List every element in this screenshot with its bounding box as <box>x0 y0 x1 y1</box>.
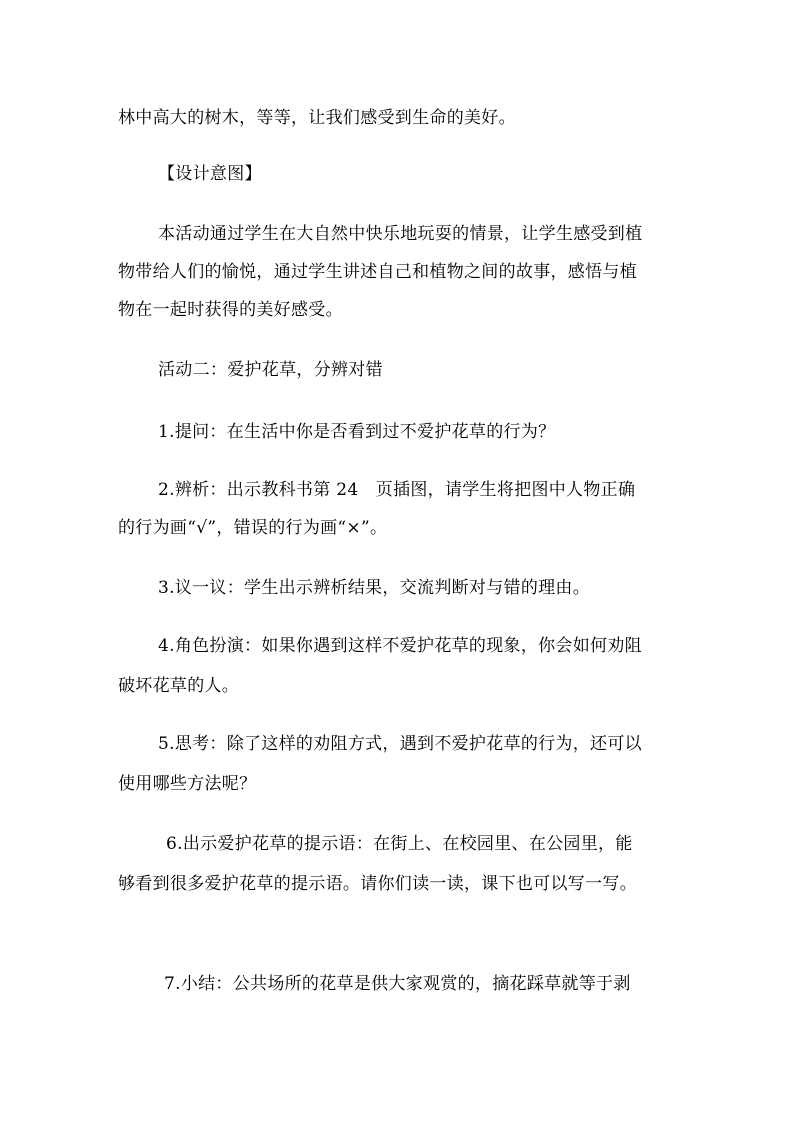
list-item: 4.角色扮演：如果你遇到这样不爱护花草的现象，你会如何劝阻 <box>158 636 642 656</box>
paragraph-line: 物带给人们的愉悦，通过学生讲述自己和植物之间的故事，感悟与植 <box>118 262 637 282</box>
activity-heading: 活动二：爱护花草，分辨对错 <box>158 360 383 380</box>
paragraph-line: 林中高大的树木，等等，让我们感受到生命的美好。 <box>118 108 516 128</box>
paragraph-line: 物在一起时获得的美好感受。 <box>118 300 343 320</box>
list-item-continuation: 使用哪些方法呢？ <box>118 774 257 794</box>
list-item: 5.思考：除了这样的劝阻方式，遇到不爱护花草的行为，还可以 <box>158 734 642 754</box>
list-item-continuation: 够看到很多爱护花草的提示语。请你们读一读，课下也可以写一写。 <box>118 874 637 894</box>
list-item: 1.提问：在生活中你是否看到过不爱护花草的行为？ <box>158 422 556 442</box>
section-heading: 【设计意图】 <box>158 164 262 184</box>
list-item-continuation: 破坏花草的人。 <box>118 676 240 696</box>
list-item: 6.出示爱护花草的提示语：在街上、在校园里、在公园里，能 <box>166 834 633 854</box>
list-item: 2.辨析：出示教科书第 24 页插图，请学生将把图中人物正确 <box>158 480 636 500</box>
list-item: 7.小结：公共场所的花草是供大家观赏的，摘花踩草就等于剥 <box>164 974 631 994</box>
paragraph-line: 本活动通过学生在大自然中快乐地玩耍的情景，让学生感受到植 <box>158 224 643 244</box>
list-item: 3.议一议：学生出示辨析结果，交流判断对与错的理由。 <box>158 578 591 598</box>
list-item-continuation: 的行为画“√”，错误的行为画“×”。 <box>118 518 388 538</box>
